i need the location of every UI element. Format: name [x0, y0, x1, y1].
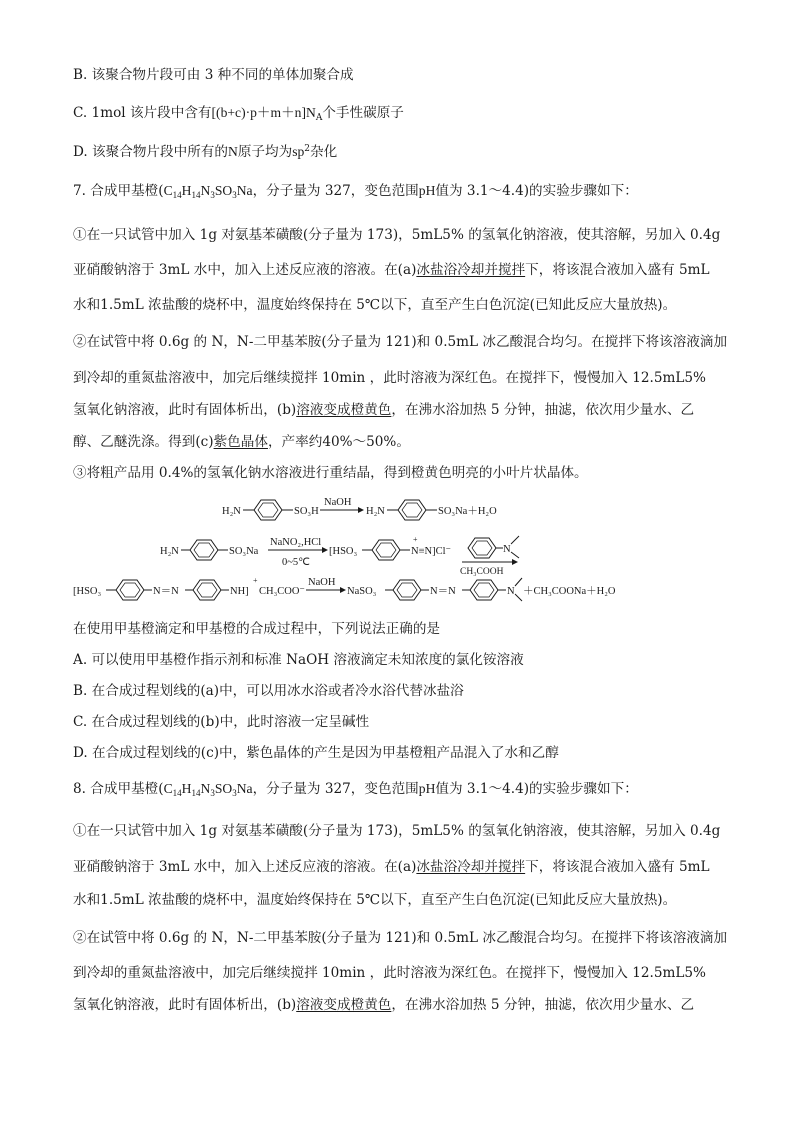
q7-step1-line1: ①在一只试管中加入 1g 对氨基苯磺酸(分子量为 173)，5mL5% 的氢氧化钠溶液，使其溶解，另加入 0.4g	[73, 227, 721, 243]
r2-h2n: H₂N	[160, 546, 179, 557]
q8-formula-o-sub: 3	[232, 788, 237, 798]
q6-option-d-tail: 杂化	[310, 144, 338, 160]
q7-formula-n-sub: 3	[210, 190, 215, 200]
q8-step1-line2-b: 下，将该混合液加入盛有 5mL	[525, 859, 710, 875]
q8-formula	[164, 781, 253, 796]
q6-option-c-sub: A	[315, 113, 323, 123]
q8-step2-line3-b: ，在沸水浴加热 5 分钟，抽滤，依次用少量水、乙	[391, 997, 695, 1013]
q7-formula-c-sub: 14	[172, 190, 182, 200]
r2-amine-n: N	[503, 544, 511, 555]
q7-step2-line3-a: 氢氧化钠溶液，此时有固体析出，(b)	[73, 402, 297, 418]
q7-option-c: C. 在合成过程划线的(b)中，此时溶液一定呈碱性	[73, 714, 370, 730]
q8-step1-line2-a: 亚硝酸钠溶于 3mL 水中，加入上述反应液的溶液。在(a)	[73, 859, 417, 875]
q6-option-d	[73, 143, 337, 161]
r3-hso3: [HSO₃	[73, 586, 102, 597]
r1-prod-h2n: H₂N	[366, 506, 385, 517]
q8-step1-underline-a: 冰盐浴冷却并搅拌	[416, 859, 526, 875]
q7-step2-line3	[73, 401, 694, 419]
q7-stem-post: 值为 3.1～4.4)的实验步骤如下：	[435, 183, 638, 199]
q7-step1-line3: 水和1.5mL 浓盐酸的烧杯中，温度始终保持在 5℃以下，直至产生白色沉淀(已知此反应大量放热)。	[73, 297, 677, 313]
q6-option-b: B. 该聚合物片段可由 3 种不同的单体加聚合成	[73, 67, 354, 83]
q8-formula-n: N	[200, 781, 211, 796]
q7-formula-so: SO	[214, 183, 233, 198]
q7-formula	[164, 183, 253, 198]
q8-step2-line3	[73, 996, 694, 1014]
q7-step1-line2-b: 下，将该混合液加入盛有 5mL	[525, 262, 710, 278]
q7-step1-line2	[73, 261, 710, 279]
q6-option-c	[73, 104, 404, 122]
q8-stem-pre: 8. 合成甲基橙(	[73, 781, 164, 797]
benzene-ring-icon	[190, 540, 218, 560]
r3-n: N	[507, 586, 515, 597]
q7-option-b: B. 在合成过程划线的(a)中，可以用冰水浴或者冷水浴代替冰盐浴	[73, 683, 464, 699]
q8-step2-line3-a: 氢氧化钠溶液，此时有固体析出，(b)	[73, 997, 297, 1013]
q7-step2-line2: 到冷却的重氮盐溶液中，加完后继续搅拌 10min ，此时溶液为深红色。在搅拌下，慢慢加入 12.5mL5%	[73, 370, 706, 386]
q8-step1-line3: 水和1.5mL 浓盐酸的烧杯中，温度始终保持在 5℃以下，直至产生白色沉淀(已知此反应大量放热)。	[73, 892, 677, 908]
q7-step2-underline-b: 溶液变成橙黄色	[296, 402, 392, 418]
q7-formula-h-sub: 14	[191, 190, 201, 200]
q6-option-d-n: N	[228, 144, 238, 159]
r3-nh: NH]	[230, 586, 249, 597]
q7-step3: ③将粗产品用 0.4%的氢氧化钠水溶液进行重结晶，得到橙黄色明亮的小叶片状晶体。	[73, 465, 588, 481]
q7-formula-na: Na	[236, 183, 253, 198]
q7-step1-underline-a: 冰盐浴冷却并搅拌	[416, 262, 526, 278]
r3-azo: N＝N	[153, 586, 179, 597]
q7-stem	[73, 182, 638, 200]
q6-option-d-text: D. 该聚合物片段中所有的	[73, 144, 228, 160]
q8-formula-c: C	[163, 781, 173, 796]
q7-stem-pre: 7. 合成甲基橙(	[73, 183, 164, 199]
q6-option-d-mid: 原子均为	[237, 144, 293, 160]
r2-diazo: N≡N]Cl⁻	[411, 546, 452, 557]
q8-stem	[73, 780, 638, 798]
q8-formula-h-sub: 14	[191, 788, 201, 798]
q6-option-d-sp: sp	[292, 144, 305, 159]
q8-stem-post: 值为 3.1～4.4)的实验步骤如下：	[435, 781, 638, 797]
q8-step2-line2: 到冷却的重氮盐溶液中，加完后继续搅拌 10min ，此时溶液为深红色。在搅拌下，慢慢加入 12.5mL5%	[73, 965, 706, 981]
r1-so3h: SO₃H	[294, 506, 319, 517]
benzene-ring-icon	[372, 540, 400, 560]
q6-option-c-formula: [(b+c)·p＋m＋n]N	[211, 105, 316, 120]
q7-stem-mid: ，分子量为 327，变色范围	[252, 183, 419, 199]
r3-azo2: N＝N	[430, 586, 456, 597]
q7-step2-underline-c: 紫色晶体	[213, 434, 268, 450]
benzene-ring-icon	[393, 580, 421, 600]
q8-formula-na: Na	[236, 781, 253, 796]
q8-ph: pH	[418, 781, 436, 796]
q7-option-d: D. 在合成过程划线的(c)中，紫色晶体的产生是因为甲基橙粗产品混入了水和乙醇	[73, 745, 559, 761]
q7-step2-line4	[73, 433, 410, 451]
r2-so3na: SO₃Na	[229, 546, 259, 557]
r2-plus: +	[413, 535, 418, 544]
r2-cond-acid: CH₃COOH	[460, 567, 504, 577]
r2-hso3: [HSO₃	[329, 546, 358, 557]
q7-formula-c: C	[163, 183, 173, 198]
q7-formula-o-sub: 3	[232, 190, 237, 200]
r1-h2n: H₂N	[222, 506, 241, 517]
q8-formula-h: H	[181, 781, 192, 796]
q7-step2-line4-a: 醇、乙醚洗涤。得到(c)	[73, 434, 214, 450]
r3-naso3: NaSO₃	[347, 586, 377, 597]
r3-tail: ＋CH₃COONa＋H₂O	[523, 586, 616, 597]
benzene-ring-icon	[398, 500, 426, 520]
q8-formula-n-sub: 3	[210, 788, 215, 798]
r1-cond: NaOH	[324, 497, 352, 508]
q8-formula-c-sub: 14	[172, 788, 182, 798]
r3-plus: +	[253, 576, 258, 585]
benzene-ring-icon	[468, 538, 496, 558]
q8-step1-line2	[73, 858, 710, 876]
q6-option-c-text: C. 1mol 该片段中含有	[73, 105, 212, 121]
q7-formula-n: N	[200, 183, 211, 198]
q7-step2-line4-b: ，产率约40%～50%。	[267, 434, 410, 450]
q7-step1-line2-a: 亚硝酸钠溶于 3mL 水中，加入上述反应液的溶液。在(a)	[73, 262, 417, 278]
benzene-ring-icon	[254, 500, 282, 520]
benzene-ring-icon	[193, 580, 221, 600]
q8-step1-line1: ①在一只试管中加入 1g 对氨基苯磺酸(分子量为 173)，5mL5% 的氢氧化钠溶液，使其溶解，另加入 0.4g	[73, 823, 721, 839]
r1-prod-tail: SO₃Na＋H₂O	[438, 506, 497, 517]
q7-question: 在使用甲基橙滴定和甲基橙的合成过程中，下列说法正确的是	[73, 621, 441, 637]
r3-acetate: CH₃COO⁻	[259, 586, 305, 597]
q7-step2-line1: ②在试管中将 0.6g 的 N，N-二甲基苯胺(分子量为 121)和 0.5mL 冰乙酸混合均匀。在搅拌下将该溶液滴加	[73, 334, 728, 350]
benzene-ring-icon	[470, 580, 498, 600]
r2-cond-top: NaNO₂,HCl	[270, 537, 322, 548]
q7-option-a: A. 可以使用甲基橙作指示剂和标准 NaOH 溶液滴定未知浓度的氯化铵溶液	[73, 652, 524, 668]
benzene-ring-icon	[116, 580, 144, 600]
q6-option-d-sup: 2	[304, 144, 311, 154]
r2-cond-bot: 0~5℃	[282, 557, 310, 568]
q8-formula-so: SO	[214, 781, 233, 796]
q8-step2-underline-b: 溶液变成橙黄色	[296, 997, 392, 1013]
q8-stem-mid: ，分子量为 327，变色范围	[252, 781, 419, 797]
reaction-scheme	[0, 488, 794, 610]
q7-step2-line3-b: ，在沸水浴加热 5 分钟，抽滤，依次用少量水、乙	[391, 402, 695, 418]
q8-step2-line1: ②在试管中将 0.6g 的 N，N-二甲基苯胺(分子量为 121)和 0.5mL 冰乙酸混合均匀。在搅拌下将该溶液滴加	[73, 930, 728, 946]
q6-option-c-tail: 个手性碳原子	[322, 105, 404, 121]
q7-formula-h: H	[181, 183, 192, 198]
r3-cond: NaOH	[308, 577, 336, 588]
q7-ph: pH	[418, 183, 436, 198]
